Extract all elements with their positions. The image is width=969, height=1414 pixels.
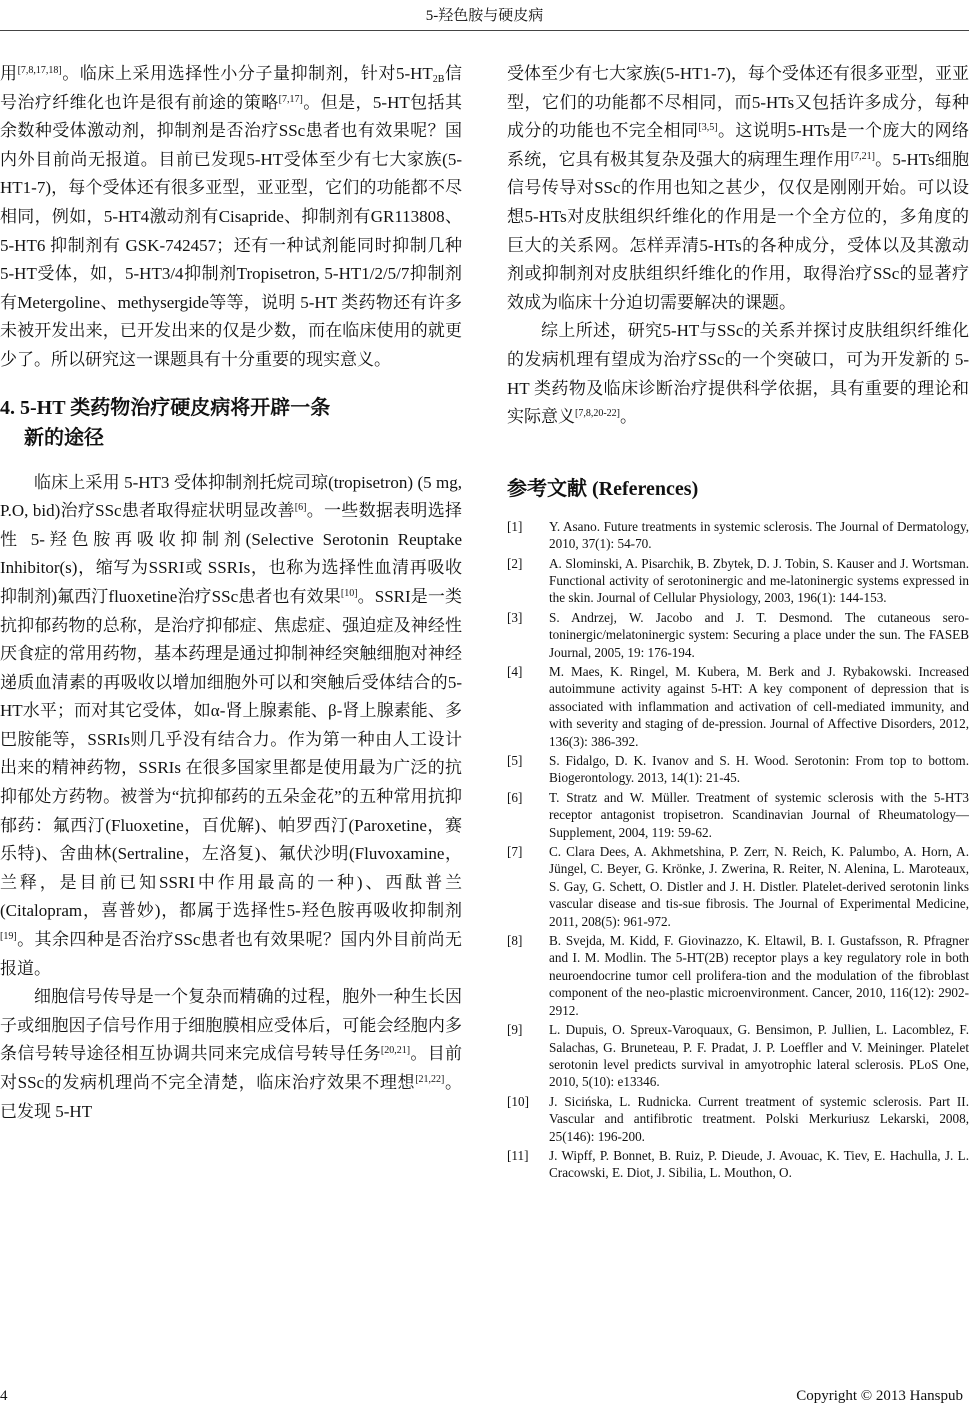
reference-item xyxy=(507,789,969,841)
citation: [20,21] xyxy=(380,1045,411,1057)
text-run: 。 xyxy=(620,407,637,427)
text-run: 用 xyxy=(0,64,18,83)
reference-item xyxy=(507,932,969,1019)
body-paragraph xyxy=(0,983,462,1126)
citation: [7,8,17,18] xyxy=(17,65,62,76)
citation: [10] xyxy=(340,587,358,599)
text-run: 。其余四种是否治疗SSc患者也有效果呢？国内外目前尚无报道。 xyxy=(0,930,462,978)
reference-number: [9] xyxy=(507,1022,523,1038)
citation: [7,17] xyxy=(278,93,303,105)
left-column xyxy=(0,60,462,1126)
header-divider xyxy=(0,30,969,31)
citation: [7,8,20-22] xyxy=(575,408,620,420)
reference-item xyxy=(507,1147,969,1182)
text-run: 。一些数据表明选择性 5-羟色胺再吸收抑制剂(Selective Serotonin Reuptake Inhibitor(s)，缩写为SSRI或 SSRIs，也称为选择性血清再吸收抑制剂)氟西汀fluoxetine治疗SSc患者也有效果 xyxy=(0,501,463,606)
right-column xyxy=(507,60,969,1184)
text-run: 临床上采用 5-HT3 受体抑制剂托烷司琼(tropisetron) (5 mg, P.O, bid)治疗SSc患者取得症状明显改善 xyxy=(0,472,462,521)
section-heading-line1: 4. 5-HT 类药物治疗硬皮病将开辟一条 xyxy=(0,396,331,419)
body-paragraph xyxy=(507,60,969,317)
reference-item xyxy=(507,1093,969,1145)
text-run: 受体至少有七大家族(5-HT1-7)，每个受体还有很多亚型，亚亚型，它们的功能都不尽相同，而5-HTs又包括许多成分，每种成分的功能也不完全相同 xyxy=(507,64,969,141)
reference-item xyxy=(507,609,969,661)
reference-item xyxy=(507,555,969,607)
reference-text: A. Slominski, A. Pisarchik, B. Zbytek, D. J. Tobin, S. Kauser and J. Wortsman. Functional activity of serotoninergic and me-latoninergic systems expressed in the skin. Journal of Cellular Physiology, 2003, 196(1): 144-153. xyxy=(549,555,969,606)
citation: [21,22] xyxy=(415,1074,445,1085)
reference-text: L. Dupuis, O. Spreux-Varoquaux, G. Bensimon, P. Jullien, L. Lacomblez, F. Salachas, G. Bruneteau, P. F. Pradat, J. P. Loeffler and V. Meininger. Platelet serotonin level predicts survival in amyotrophic lateral sclerosis. PLoS One, 2010, 5(10): e13346. xyxy=(549,1022,969,1090)
text-run: 信号治疗纤维化也许是很有前途的策略 xyxy=(0,64,462,112)
citation: [3,5] xyxy=(698,122,718,134)
reference-number: [8] xyxy=(507,933,523,949)
reference-number: [2] xyxy=(507,555,523,571)
text-run: 。但是，5-HT包括其余数种受体激动剂，抑制剂是否治疗SSc患者也有效果呢？国内外目前尚无报道。目前已发现5-HT受体至少有七大家族(5-HT1-7)，每个受体还有很多亚型，亚亚型，它们的功能都不尽相同，例如，5-HT4激动剂有Cisapride、抑制剂有GR113808、5-HT6 抑制剂有 GSK-742457；还有一种试剂能同时抑制几种5-HT受体，如，5-HT3/4抑制剂Tropisetron, 5-HT1/2/5/7抑制剂有Metergoline、methysergide等等，说明 5-HT 类药物还有许多未被开发出来，已开发出来的仅是少数，而在临床使用的就更少了。所以研究这一课题具有十分重要的现实意义。 xyxy=(0,92,462,369)
references-heading: 参考文献 (References) xyxy=(507,477,699,500)
text-run: 综上所述，研究5-HT与SSc的关系并探讨皮肤组织纤维化的发病机理有望成为治疗SSc的一个突破口，可为开发新的 5-HT 类药物及临床诊断治疗提供科学依据，具有重要的理论和实际意义 xyxy=(507,321,969,427)
reference-text: M. Maes, K. Ringel, M. Kubera, M. Berk and J. Rybakowski. Increased autoimmune activity against 5-HT: A key component of depression that is associated with inflammation and activation of cell-mediated immunity, and with severity and staging of de-pression. Journal of Affective Disorders, 2012, 136(3): 386-392. xyxy=(549,663,969,749)
body-paragraph xyxy=(0,469,462,984)
page-number: 4 xyxy=(0,1388,8,1404)
citation: [6] xyxy=(294,502,307,514)
reference-text: J. Sicińska, L. Rudnicka. Current treatment of systemic sclerosis. Part II. Vascular and antifibrotic treatment. Polski Merkuriusz Lekarski, 2008, 25(146): 196-200. xyxy=(549,1093,969,1144)
text-run: 细胞信号传导是一个复杂而精确的过程，胞外一种生长因子或细胞因子信号作用于细胞膜相应受体后，可能会经胞内多条信号转导途径相互协调共同来完成信号转导任务 xyxy=(0,987,462,1064)
text-run: 。SSRI是一类抗抑郁药物的总称，是治疗抑郁症、焦虑症、强迫症及神经性厌食症的常用药物，基本药理是通过抑制神经突触细胞对神经递质血清素的再吸收以增加细胞外可以和突触后受体结合的5-HT水平；而对其它受体，如α-肾上腺素能、β-肾上腺素能、多巴胺能等，SSRIs则几乎没有结合力。作为第一种由人工设计出来的精神药物，SSRIs 在很多国家里都是使用最为广泛的抗抑郁处方药物。被誉为“抗抑郁药的五朵金花”的五种常用抗抑郁药：氟西汀(Fluoxetine，百优解)、帕罗西汀(Paroxetine，赛乐特)、舍曲林(Sertraline，左洛复)、氟伏沙明(Fluvoxamine，兰释，是目前已知SSRI中作用最高的一种)、西酞普兰(Citalopram，喜普妙)，都属于选择性5-羟色胺再吸收抑制剂 xyxy=(0,586,462,921)
citation: [7,21] xyxy=(850,150,875,162)
reference-text: Y. Asano. Future treatments in systemic sclerosis. The Journal of Dermatology, 2010, 37(1): 54-70. xyxy=(549,518,969,552)
body-paragraph xyxy=(0,60,462,375)
reference-number: [4] xyxy=(507,663,523,679)
section-heading xyxy=(0,393,462,453)
reference-item xyxy=(507,752,969,787)
reference-number: [11] xyxy=(507,1147,529,1163)
reference-number: [6] xyxy=(507,789,523,805)
citation: [19] xyxy=(0,931,17,943)
reference-number: [10] xyxy=(507,1093,529,1109)
text-run: 。这说明5-HTs是一个庞大的网络系统，它具有极其复杂及强大的病理生理作用 xyxy=(507,121,969,169)
reference-number: [3] xyxy=(507,609,523,625)
text-run: 。目前对SSc的发病机理尚不完全清楚，临床治疗效果不理想 xyxy=(0,1044,463,1092)
reference-item xyxy=(507,518,969,553)
text-run: 。5-HTs细胞信号传导对SSc的作用也知之甚少，仅仅是刚刚开始。可以设想5-HTs对皮肤组织纤维化的作用是一个全方位的，多角度的巨大的关系网。怎样弄清5-HTs的各种成分，受体以及其激动剂或抑制剂对皮肤组织纤维化的作用，取得治疗SSc的显著疗效成为临床十分迫切需要解决的课题。 xyxy=(507,149,969,312)
reference-number: [1] xyxy=(507,518,523,534)
section-heading-line2: 新的途径 xyxy=(24,426,104,449)
reference-text: T. Stratz and W. Müller. Treatment of systemic sclerosis with the 5-HT3 receptor antagonist tropisetron. Scandinavian Journal of Rheumatology—Supplement, 2004, 119: 59-62. xyxy=(549,789,969,840)
reference-number: [7] xyxy=(507,844,523,860)
reference-number: [5] xyxy=(507,753,523,768)
reference-text: B. Svejda, M. Kidd, F. Giovinazzo, K. Eltawil, B. I. Gustafsson, R. Pfragner and I. M. Modlin. The 5-HT(2B) receptor plays a key regulatory role in both neuroendocrine tumor cell prolifera-tion and the modulation of the fibroblast component of the neo-plastic microenvironment. Cancer, 2010, 116(12): 2902-2912. xyxy=(549,933,969,1018)
text-run: 。已发现 5-HT xyxy=(0,1073,462,1121)
reference-item xyxy=(507,1021,969,1091)
reference-text: S. Fidalgo, D. K. Ivanov and S. H. Wood. Serotonin: From top to bottom. Biogerontology. 2013, 14(1): 21-45. xyxy=(549,753,969,786)
body-paragraph xyxy=(507,317,969,431)
reference-text: S. Andrzej, W. Jacobo and J. T. Desmond. The cutaneous sero-toninergic/melatoninergic system: Securing a place under the sun. The FASEB Journal, 2005, 19: 176-194. xyxy=(549,609,969,660)
references-list xyxy=(507,518,969,1182)
reference-item xyxy=(507,843,969,930)
text-run: 。临床上采用选择性小分子量抑制剂，针对5-HT xyxy=(61,64,433,83)
reference-text: J. Wipff, P. Bonnet, B. Ruiz, P. Dieude, J. Avouac, K. Tiev, E. Hachulla, J. L. Cracowski, E. Diot, J. Sibilia, L. Mouthon, O. xyxy=(549,1147,969,1181)
reference-text: C. Clara Dees, A. Akhmetshina, P. Zerr, N. Reich, K. Palumbo, A. Horn, A. Jüngel, C. Beyer, G. Krönke, J. Zwerina, R. Reiter, N. Alenina, L. Maroteaux, S. Gay, G. Schett, O. Distler and J. H. Distler. Platelet-derived serotonin links vascular disease and tis-sue fibrosis. The Journal of Experimental Medicine, 2011, 208(5): 961-972. xyxy=(549,844,969,929)
subscript: 2B xyxy=(432,74,445,85)
reference-item xyxy=(507,663,969,750)
running-header: 5-羟色胺与硬皮病 xyxy=(425,8,544,24)
copyright: Copyright © 2013 Hanspub xyxy=(796,1388,963,1404)
